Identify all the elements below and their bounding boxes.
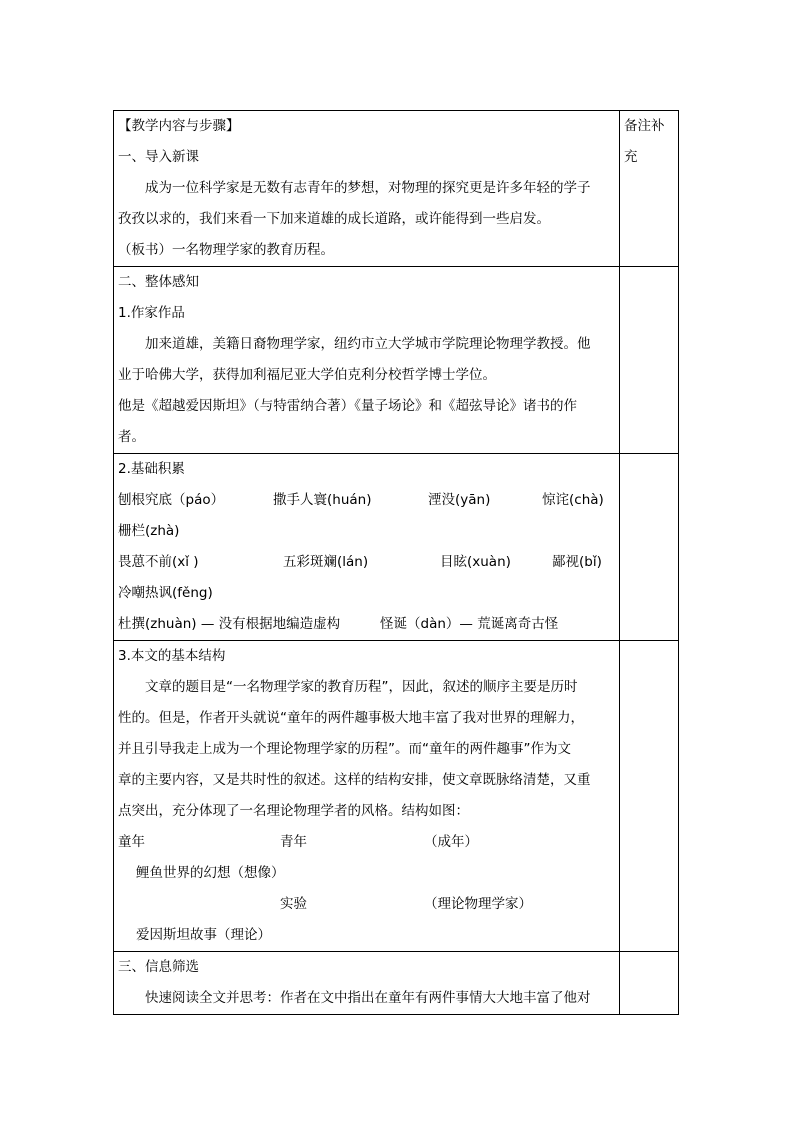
vocab-row-3	[118, 609, 615, 640]
heading-overview: 二、整体感知	[118, 274, 199, 290]
heading-structure: 3.本文的基本结构	[118, 648, 226, 664]
structure-diagram-row1	[118, 827, 615, 858]
vocab-item: 湮没(yān)	[428, 492, 491, 508]
vocab-definition: 杜撰(zhuàn) — 没有根据地编造虚构	[118, 616, 341, 632]
vocab-item: 惊诧(chà)	[542, 492, 604, 508]
structure-para-line5: 点突出，充分体现了一名理论物理学者的风格。结构如图：	[118, 803, 469, 819]
cell-intro	[114, 111, 620, 267]
vocab-item: 撒手人寰(huán)	[273, 492, 372, 508]
structure-diagram-row4	[118, 920, 615, 951]
notes-cell-2	[620, 267, 679, 454]
stage-adult: （成年）	[424, 834, 478, 850]
cell-info	[114, 952, 620, 1015]
einstein-story: 爱因斯坦故事（理论）	[136, 927, 271, 943]
carp-fantasy: 鲤鱼世界的幻想（想像）	[136, 865, 285, 881]
vocab-item: 冷嘲热讽(fěng)	[118, 585, 213, 601]
row-intro	[114, 111, 679, 267]
structure-para-line1: 文章的题目是“一名物理学家的教育历程”，因此，叙述的顺序主要是历时	[145, 679, 578, 695]
experiment-label: 实验	[280, 896, 307, 912]
heading-intro: 一、导入新课	[118, 149, 199, 165]
heading-info: 三、信息筛选	[118, 959, 199, 975]
row-overview	[114, 267, 679, 454]
theorist-label: （理论物理学家）	[424, 896, 532, 912]
structure-diagram-row3	[118, 889, 615, 920]
vocab-item: 栅栏(zhà)	[118, 523, 180, 539]
row-vocab	[114, 454, 679, 641]
cell-vocab	[114, 454, 620, 641]
row-structure	[114, 641, 679, 952]
cell-overview	[114, 267, 620, 454]
intro-para-line2: 孜孜以求的，我们来看一下加来道雄的成长道路，或许能得到一些启发。	[118, 211, 550, 227]
structure-diagram-row2	[118, 858, 615, 889]
author-para-line2: 业于哈佛大学，获得加利福尼亚大学伯克利分校哲学博士学位。	[118, 367, 496, 383]
vocab-definition: 怪诞（dàn）— 荒诞离奇古怪	[380, 616, 559, 632]
row-info	[114, 952, 679, 1015]
vocab-row-2	[118, 547, 615, 578]
vocab-item: 刨根究底（páo）	[118, 492, 225, 508]
info-para-line1: 快速阅读全文并思考：作者在文中指出在童年有两件事情大大地丰富了他对	[145, 990, 591, 1006]
vocab-row-1	[118, 485, 615, 516]
structure-para-line3: 并且引导我走上成为一个理论物理学家的历程”。而“童年的两件趣事”作为文	[118, 741, 571, 757]
heading-vocab: 2.基础积累	[118, 461, 185, 477]
notes-cell-4	[620, 641, 679, 952]
board-note: （板书）一名物理学家的教育历程。	[118, 242, 334, 258]
structure-para-line2: 性的。但是，作者开头就说“童年的两件趣事极大地丰富了我对世界的理解力，	[118, 710, 584, 726]
vocab-item: 畏葸不前(xǐ )	[118, 554, 199, 570]
notes-header: 备注补充	[624, 118, 665, 165]
cell-structure	[114, 641, 620, 952]
author-para-line1: 加来道雄，美籍日裔物理学家，纽约市立大学城市学院理论物理学教授。他	[145, 336, 591, 352]
intro-para-line1: 成为一位科学家是无数有志青年的梦想，对物理的探究更是许多年轻的学子	[145, 180, 591, 196]
vocab-item: 鄙视(bǐ)	[552, 554, 602, 570]
stage-childhood: 童年	[118, 834, 145, 850]
works-line1: 他是《超越爱因斯坦》（与特雷纳合著）《量子场论》和《超弦导论》诸书的作	[118, 398, 577, 414]
content-label: 【教学内容与步骤】	[118, 118, 240, 134]
subheading-author: 1.作家作品	[118, 305, 185, 321]
structure-para-line4: 章的主要内容，又是共时性的叙述。这样的结构安排，使文章既脉络清楚，又重	[118, 772, 591, 788]
vocab-item: 目眩(xuàn)	[440, 554, 511, 570]
vocab-item: 五彩斑斓(lán)	[283, 554, 369, 570]
lesson-table	[113, 110, 679, 1015]
stage-youth: 青年	[280, 834, 307, 850]
notes-cell-5	[620, 952, 679, 1015]
works-line2: 者。	[118, 429, 145, 445]
notes-cell-1	[620, 111, 679, 267]
notes-cell-3	[620, 454, 679, 641]
